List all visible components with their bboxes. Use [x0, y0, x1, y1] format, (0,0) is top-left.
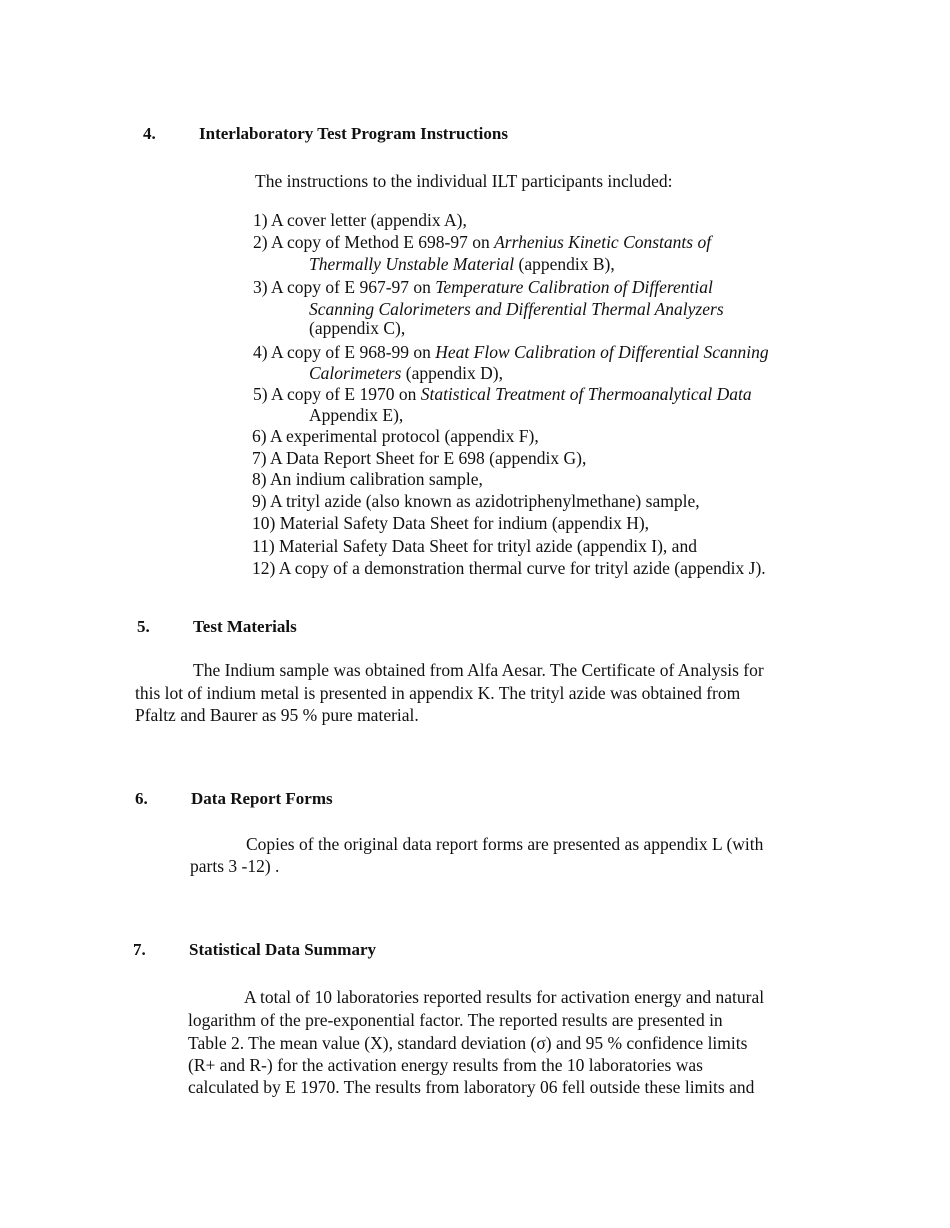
- section-6-heading: [135, 789, 735, 813]
- section-number: 7.: [133, 940, 146, 959]
- list-item: 7) A Data Report Sheet for E 698 (appendix G),: [252, 448, 587, 468]
- list-item-continuation: (appendix C),: [309, 318, 406, 338]
- section-title: Statistical Data Summary: [189, 940, 376, 959]
- list-item: 6) A experimental protocol (appendix F),: [252, 426, 539, 446]
- paragraph-line: logarithm of the pre-exponential factor. The reported results are presented in: [188, 1010, 723, 1030]
- list-item-title: Arrhenius Kinetic Constants of: [494, 232, 712, 252]
- paragraph-line: parts 3 -12) .: [190, 856, 280, 876]
- list-item-continuation: [309, 363, 503, 384]
- section-title: Data Report Forms: [191, 789, 333, 808]
- list-item-continuation: Appendix E),: [309, 405, 404, 425]
- list-item-title: Calorimeters: [309, 363, 402, 383]
- section-5-heading: [137, 617, 737, 641]
- list-item-title: Heat Flow Calibration of Differential Scanning: [435, 342, 769, 362]
- list-item-title: Scanning Calorimeters and Differential Thermal Analyzers: [309, 299, 724, 319]
- paragraph-line: A total of 10 laboratories reported results for activation energy and natural: [244, 987, 765, 1007]
- list-item: 9) A trityl azide (also known as azidotriphenylmethane) sample,: [252, 491, 700, 511]
- list-item-text: (appendix D),: [401, 363, 503, 383]
- list-item-title: Thermally Unstable Material: [309, 254, 515, 274]
- list-item-continuation: [309, 254, 615, 275]
- paragraph-line: this lot of indium metal is presented in appendix K. The trityl azide was obtained from: [135, 683, 741, 703]
- section-number: 5.: [137, 617, 150, 636]
- list-item-continuation: [309, 299, 724, 320]
- section-title: Interlaboratory Test Program Instructions: [199, 124, 508, 143]
- paragraph-line: Pfaltz and Baurer as 95 % pure material.: [135, 705, 419, 725]
- list-item-title: Temperature Calibration of Differential: [435, 277, 713, 297]
- list-item: [253, 277, 713, 298]
- list-item-text: 2) A copy of Method E 698-97 on: [253, 232, 495, 252]
- section-title: Test Materials: [193, 617, 297, 636]
- list-item-title: Statistical Treatment of Thermoanalytical Data: [420, 384, 752, 404]
- list-item: [253, 342, 769, 363]
- list-item-text: 3) A copy of E 967-97 on: [253, 277, 436, 297]
- section-4-heading: [143, 124, 743, 148]
- paragraph-line: Copies of the original data report forms are presented as appendix L (with: [246, 834, 764, 854]
- paragraph-line: The Indium sample was obtained from Alfa Aesar. The Certificate of Analysis for: [193, 660, 764, 680]
- list-item: 10) Material Safety Data Sheet for indium (appendix H),: [252, 513, 650, 533]
- section-4-intro: The instructions to the individual ILT participants included:: [255, 171, 673, 191]
- list-item-text: 5) A copy of E 1970 on: [253, 384, 421, 404]
- paragraph-line: (R+ and R-) for the activation energy results from the 10 laboratories was: [188, 1055, 703, 1075]
- list-item-text: 4) A copy of E 968-99 on: [253, 342, 436, 362]
- list-item-text: (appendix B),: [514, 254, 615, 274]
- list-item: [253, 232, 711, 253]
- paragraph-line: calculated by E 1970. The results from laboratory 06 fell outside these limits and: [188, 1077, 755, 1097]
- paragraph-line: Table 2. The mean value (X), standard deviation (σ) and 95 % confidence limits: [188, 1033, 748, 1053]
- list-item: 8) An indium calibration sample,: [252, 469, 483, 489]
- list-item: 11) Material Safety Data Sheet for trityl azide (appendix I), and: [252, 536, 697, 556]
- section-number: 6.: [135, 789, 148, 808]
- section-number: 4.: [143, 124, 156, 143]
- list-item: 12) A copy of a demonstration thermal curve for trityl azide (appendix J).: [252, 558, 766, 578]
- section-7-heading: [133, 940, 733, 964]
- list-item: 1) A cover letter (appendix A),: [253, 210, 467, 230]
- list-item: [253, 384, 752, 405]
